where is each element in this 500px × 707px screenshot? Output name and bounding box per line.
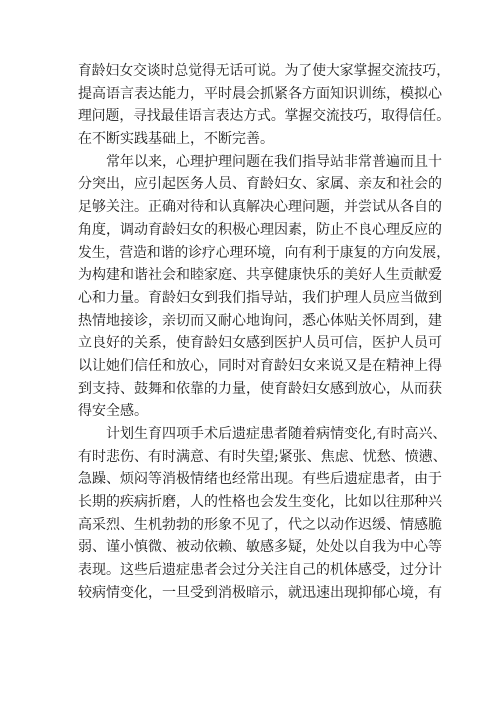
text-line: 急躁、烦闷等消极情绪也经常出现。有些后遗症患者，由于 (78, 471, 442, 488)
paragraph (78, 151, 450, 423)
paragraph (78, 423, 450, 605)
text-line: 在不断实践基础上，不断完善。 (78, 131, 274, 148)
text-line: 表现。这些后遗症患者会过分关注自己的机体感受，过分计 (78, 562, 442, 579)
body-text (78, 60, 450, 605)
text-line: 提高语言表达能力，平时晨会抓紧各方面知识训练，模拟心 (78, 85, 442, 102)
text-line: 心和力量。育龄妇女到我们指导站，我们护理人员应当做到 (78, 289, 442, 306)
text-line: 有时悲伤、有时满意、有时失望;紧张、焦虑、忧愁、愤懑、 (78, 448, 447, 465)
text-line: 发生，营造和谐的诊疗心理环境，向有利于康复的方向发展， (78, 244, 450, 261)
text-line: 热情地接诊，亲切而又耐心地询问，悉心体贴关怀周到，建 (78, 312, 442, 329)
text-line: 计划生育四项手术后遗症患者随着病情变化,有时高兴、 (106, 426, 447, 442)
text-line: 角度，调动育龄妇女的积极心理因素，防止不良心理反应的 (78, 221, 442, 238)
text-line: 弱、谨小慎微、被动依赖、敏感多疑，处处以自我为中心等 (78, 539, 442, 556)
text-line: 长期的疾病折磨，人的性格也会发生变化，比如以往那种兴 (78, 494, 442, 511)
text-line: 高采烈、生机勃勃的形象不见了，代之以动作迟缓、情感脆 (78, 516, 442, 533)
text-line: 育龄妇女交谈时总觉得无话可说。为了使大家掌握交流技巧， (78, 63, 450, 79)
text-line: 以让她们信任和放心，同时对育龄妇女来说又是在精神上得 (78, 357, 442, 374)
text-line: 得安全感。 (78, 403, 148, 420)
text-line: 理问题，寻找最佳语言表达方式。掌握交流技巧，取得信任。 (78, 108, 450, 125)
text-line: 常年以来，心理护理问题在我们指导站非常普遍而且十 (106, 153, 442, 170)
text-line: 为构建和谐社会和睦家庭、共享健康快乐的美好人生贡献爱 (78, 267, 442, 284)
text-line: 分突出，应引起医务人员、育龄妇女、家属、亲友和社会的 (78, 176, 442, 193)
text-line: 到支持、鼓舞和依靠的力量，使育龄妇女感到放心，从而获 (78, 380, 442, 397)
text-line: 较病情变化，一旦受到消极暗示，就迅速出现抑郁心境，有 (78, 584, 442, 601)
text-line: 立良好的关系，使育龄妇女感到医护人员可信，医护人员可 (78, 335, 442, 352)
paragraph (78, 60, 450, 151)
text-line: 足够关注。正确对待和认真解决心理问题，并尝试从各自的 (78, 199, 442, 216)
